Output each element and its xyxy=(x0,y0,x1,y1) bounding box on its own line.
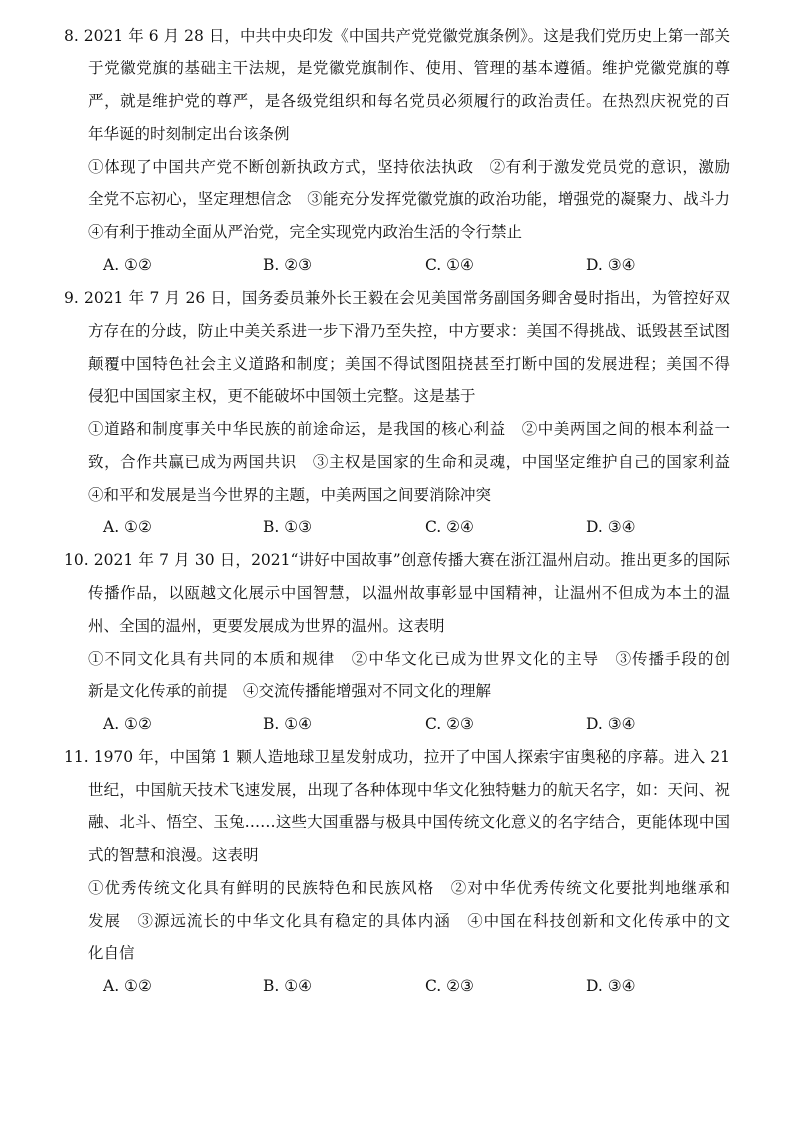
question-10-choice-a[interactable]: A. ①② xyxy=(103,715,152,733)
question-10-option-line-1: ①不同文化具有共同的本质和规律 ②中华文化已成为世界文化的主导 ③传播手段的创 xyxy=(88,650,730,668)
question-9-choice-b[interactable]: B. ①③ xyxy=(263,518,313,536)
question-9-option-line-3: ④和平和发展是当今世界的主题，中美两国之间要消除冲突 xyxy=(88,486,492,504)
question-11-option-line-3: 化自信 xyxy=(88,944,135,962)
question-10-choice-b[interactable]: B. ①④ xyxy=(263,715,313,733)
question-11-choice-d[interactable]: D. ③④ xyxy=(586,977,636,995)
question-9-stem-line-4: 侵犯中国国家主权，更不能破坏中国领土完整。这是基于 xyxy=(88,387,476,405)
question-9-choice-a[interactable]: A. ①② xyxy=(103,518,152,536)
question-8-option-line-2: 全党不忘初心，坚定理想信念 ③能充分发挥党徽党旗的政治功能，增强党的凝聚力、战斗力 xyxy=(88,190,730,208)
question-9-stem-line-1: 9. 2021 年 7 月 26 日，国务委员兼外长王毅在会见美国常务副国务卿舍曼时指出，为管控好双 xyxy=(64,289,730,307)
question-11-stem-line-1: 11. 1970 年，中国第 1 颗人造地球卫星发射成功，拉开了中国人探索宇宙奥秘的序幕。进入 21 xyxy=(64,748,730,766)
question-8-stem-line-1: 8. 2021 年 6 月 28 日，中共中央印发《中国共产党党徽党旗条例》。这是我们党历史上第一部关 xyxy=(64,27,730,45)
question-8-choice-a[interactable]: A. ①② xyxy=(103,256,152,274)
question-10-choices xyxy=(103,714,723,734)
question-11-choice-c[interactable]: C. ②③ xyxy=(425,977,474,995)
question-8-option-line-3: ④有利于推动全面从严治党，完全实现党内政治生活的令行禁止 xyxy=(88,223,523,241)
question-8-stem-line-4: 年华诞的时刻制定出台该条例 xyxy=(88,125,290,143)
question-9-choices xyxy=(103,517,723,537)
question-8-option-line-1: ①体现了中国共产党不断创新执政方式，坚持依法执政 ②有利于激发党员党的意识，激励 xyxy=(88,158,730,176)
question-10-option-line-2: 新是文化传承的前提 ④交流传播能增强对不同文化的理解 xyxy=(88,682,492,700)
question-9-choice-d[interactable]: D. ③④ xyxy=(586,518,636,536)
question-10-stem-line-2: 传播作品，以瓯越文化展示中国智慧，以温州故事彰显中国精神，让温州不但成为本土的温 xyxy=(88,584,730,602)
question-9-option-line-2: 致，合作共赢已成为两国共识 ③主权是国家的生命和灵魂，中国坚定维护自己的国家利益 xyxy=(88,453,730,471)
question-8-choice-c[interactable]: C. ①④ xyxy=(425,256,474,274)
question-10-choice-d[interactable]: D. ③④ xyxy=(586,715,636,733)
question-11-stem-line-3: 融、北斗、悟空、玉兔……这些大国重器与极具中国传统文化意义的名字结合，更能体现中国 xyxy=(88,813,730,831)
question-8-choices xyxy=(103,255,723,275)
question-8-choice-d[interactable]: D. ③④ xyxy=(586,256,636,274)
question-11-choices xyxy=(103,976,723,996)
question-10-stem-line-3: 州、全国的温州，更要发展成为世界的温州。这表明 xyxy=(88,617,445,635)
question-9-option-line-1: ①道路和制度事关中华民族的前途命运，是我国的核心利益 ②中美两国之间的根本利益一 xyxy=(88,420,730,438)
question-10-stem-line-1: 10. 2021 年 7 月 30 日，2021“讲好中国故事”创意传播大赛在浙江温州启动。推出更多的国际 xyxy=(64,551,730,569)
question-9-stem-line-3: 颠覆中国特色社会主义道路和制度；美国不得试图阻挠甚至打断中国的发展进程；美国不得 xyxy=(88,355,730,373)
question-9-stem-line-2: 方存在的分歧，防止中美关系进一步下滑乃至失控，中方要求：美国不得挑战、诋毁甚至试图 xyxy=(88,322,730,340)
question-11-stem-line-4: 式的智慧和浪漫。这表明 xyxy=(88,846,259,864)
question-11-choice-a[interactable]: A. ①② xyxy=(103,977,152,995)
question-11-choice-b[interactable]: B. ①④ xyxy=(263,977,313,995)
question-10-choice-c[interactable]: C. ②③ xyxy=(425,715,474,733)
question-9-choice-c[interactable]: C. ②④ xyxy=(425,518,474,536)
question-11-stem-line-2: 世纪，中国航天技术飞速发展，出现了各种体现中华文化独特魅力的航天名字，如：天问、祝 xyxy=(88,781,730,799)
question-11-option-line-2: 发展 ③源远流长的中华文化具有稳定的具体内涵 ④中国在科技创新和文化传承中的文 xyxy=(88,912,730,930)
question-11-option-line-1: ①优秀传统文化具有鲜明的民族特色和民族风格 ②对中华优秀传统文化要批判地继承和 xyxy=(88,879,730,897)
question-8-stem-line-2: 于党徽党旗的基础主干法规，是党徽党旗制作、使用、管理的基本遵循。维护党徽党旗的尊 xyxy=(88,59,730,77)
question-8-choice-b[interactable]: B. ②③ xyxy=(263,256,313,274)
question-8-stem-line-3: 严，就是维护党的尊严，是各级党组织和每名党员必须履行的政治责任。在热烈庆祝党的百 xyxy=(88,92,730,110)
